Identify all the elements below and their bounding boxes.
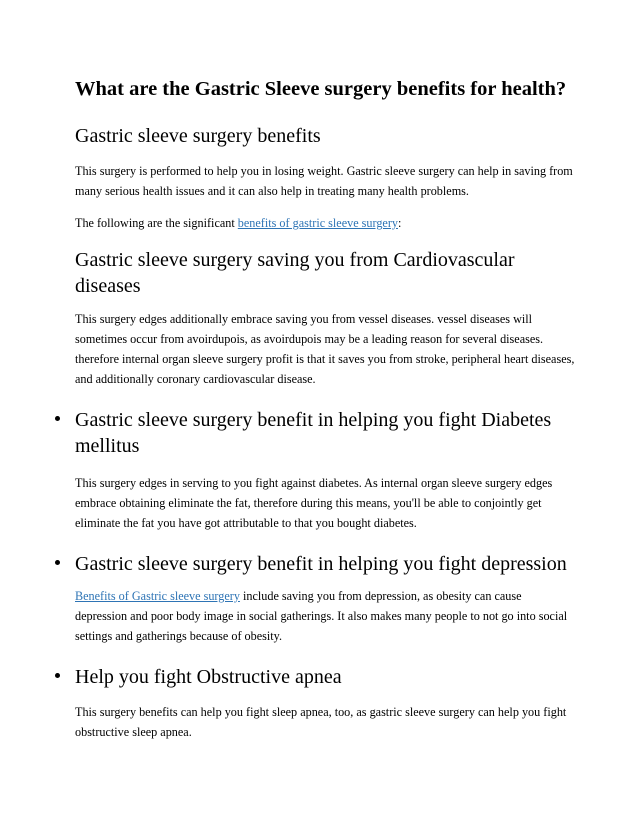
benefits-link[interactable]: benefits of gastric sleeve surgery xyxy=(237,216,398,230)
section-heading: Gastric sleeve surgery saving you from Cardiovascular diseases xyxy=(75,249,515,297)
following-prefix: The following are the significant xyxy=(75,216,238,230)
intro-heading: Gastric sleeve surgery benefits xyxy=(75,125,321,147)
bullet-icon xyxy=(55,560,60,565)
section-text-body: include saving you from depression, as obesity can cause depression and poor body image in social gatherings. It also makes many people to not go into social settings and gatherings because of obesity. xyxy=(75,589,568,643)
section-text: This surgery edges additionally embrace saving you from vessel diseases. vessel diseases will sometimes occur from avoirdupois, as avoirdupois may be a leading reason for several diseases. therefore internal organ sleeve surgery profit is that it saves you from stroke, peripheral heart diseases, and additionally coronary cardiovascular disease. xyxy=(75,312,575,386)
section-depression xyxy=(75,551,575,646)
section-text: This surgery edges in serving to you fight against diabetes. As internal organ sleeve surgery edges embrace obtaining eliminate the fat, therefore during this means, you'll be able to conjointly get eliminate the fat you have got attributable to that you bought diabetes. xyxy=(75,476,553,530)
section-heading: Gastric sleeve surgery benefit in helping you fight depression xyxy=(75,553,567,575)
intro-paragraph: This surgery is performed to help you in losing weight. Gastric sleeve surgery can help in saving from many serious health issues and it can also help in treating many health problems. xyxy=(75,164,573,198)
section-text xyxy=(75,586,575,646)
bullet-icon xyxy=(55,673,60,678)
following-suffix: : xyxy=(397,216,402,230)
section-cardiovascular xyxy=(75,247,575,389)
section-heading: Gastric sleeve surgery benefit in helping you fight Diabetes mellitus xyxy=(75,409,552,457)
following-line xyxy=(75,213,575,233)
section-apnea xyxy=(75,664,575,742)
document-page xyxy=(75,62,575,742)
page-title: What are the Gastric Sleeve surgery benefits for health? xyxy=(75,78,567,100)
benefits-inline-link[interactable]: Benefits of Gastric sleeve surgery xyxy=(75,589,240,603)
bullet-icon xyxy=(55,416,60,421)
section-diabetes xyxy=(75,407,575,533)
section-heading: Help you fight Obstructive apnea xyxy=(75,666,342,688)
section-text: This surgery benefits can help you fight sleep apnea, too, as gastric sleeve surgery can help you fight obstructive sleep apnea. xyxy=(75,705,567,739)
